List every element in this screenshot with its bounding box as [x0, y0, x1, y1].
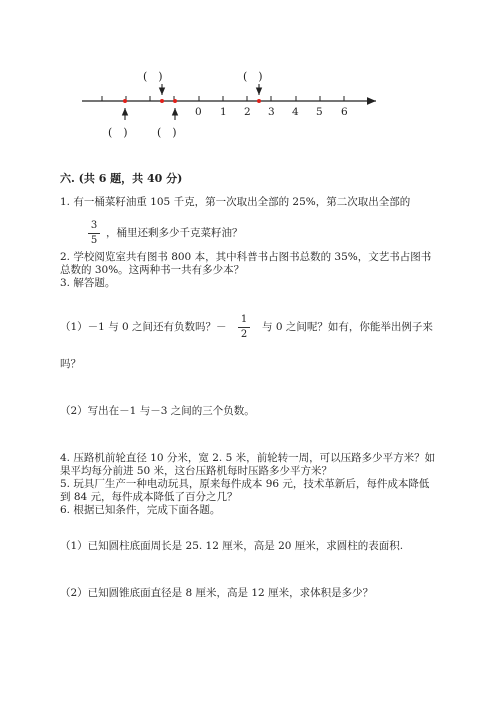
q6-title: 6. 根据已知条件，完成下面各题。: [60, 504, 221, 516]
q3-sub1-part1: （1）－1 与 0 之间还有负数吗？－: [60, 321, 227, 333]
q2-line2: 总数的 30%。这两种书一共有多少本？: [60, 264, 245, 276]
q6-sub2: （2）已知圆锥底面直径是 8 厘米，高是 12 厘米，求体积是多少？: [60, 587, 374, 599]
q3-fraction-denominator: 2: [240, 329, 248, 340]
answer-blank-bottom-1[interactable]: ( ): [108, 126, 128, 139]
answer-blank-bottom-2[interactable]: ( ): [157, 126, 177, 139]
q3-fraction: [238, 314, 250, 341]
q1-line2: ，桶里还剩多少千克菜籽油？: [106, 227, 243, 239]
answer-blank-top-2[interactable]: ( ): [243, 70, 263, 83]
q1-fraction: [88, 220, 100, 247]
tick-label-5: 5: [316, 106, 323, 118]
q1-fraction-numerator: 3: [90, 220, 98, 231]
q4-line2: 果平均每分前进 50 米，这台压路机每时压路多少平方米？: [60, 465, 333, 477]
q1-line1: 1. 有一桶菜籽油重 105 千克，第一次取出全部的 25%，第二次取出全部的: [60, 196, 411, 208]
q1-fraction-denominator: 5: [90, 235, 98, 246]
q5-line2: 到 84 元，每件成本降低了百分之几？: [60, 491, 238, 503]
tick-label-2: 2: [244, 106, 251, 118]
section-title: 六. (共 6 题，共 40 分): [60, 172, 183, 185]
number-line-ticks: [102, 96, 344, 101]
q5-line1: 5. 玩具厂生产一种电动玩具，原来每件成本 96 元，技术革新后，每件成本降低: [60, 478, 430, 490]
tick-label-4: 4: [292, 106, 299, 118]
tick-label-1: 1: [220, 106, 227, 118]
q3-title: 3. 解答题。: [60, 277, 116, 289]
q4-line1: 4. 压路机前轮直径 10 分米，宽 2. 5 米，前轮转一周，可以压路多少平方米？如: [60, 452, 436, 464]
tick-label-3: 3: [268, 106, 275, 118]
q3-sub1-part3: 吗？: [60, 358, 81, 370]
tick-label-6: 6: [341, 106, 348, 118]
tick-label-0: 0: [195, 106, 202, 118]
q2-line1: 2. 学校阅览室共有图书 800 本，其中科普书占图书总数的 35%，文艺书占图书: [60, 251, 432, 263]
q3-fraction-numerator: 1: [240, 314, 248, 325]
answer-blank-top-1[interactable]: ( ): [143, 70, 163, 83]
q3-sub2: （2）写出在－1 与－3 之间的三个负数。: [60, 405, 255, 417]
q6-sub1: （1）已知圆柱底面周长是 25. 12 厘米，高是 20 厘米，求圆柱的表面积.: [60, 540, 404, 552]
q3-sub1-part2: 与 0 之间呢？如有，你能举出例子来: [262, 321, 433, 333]
